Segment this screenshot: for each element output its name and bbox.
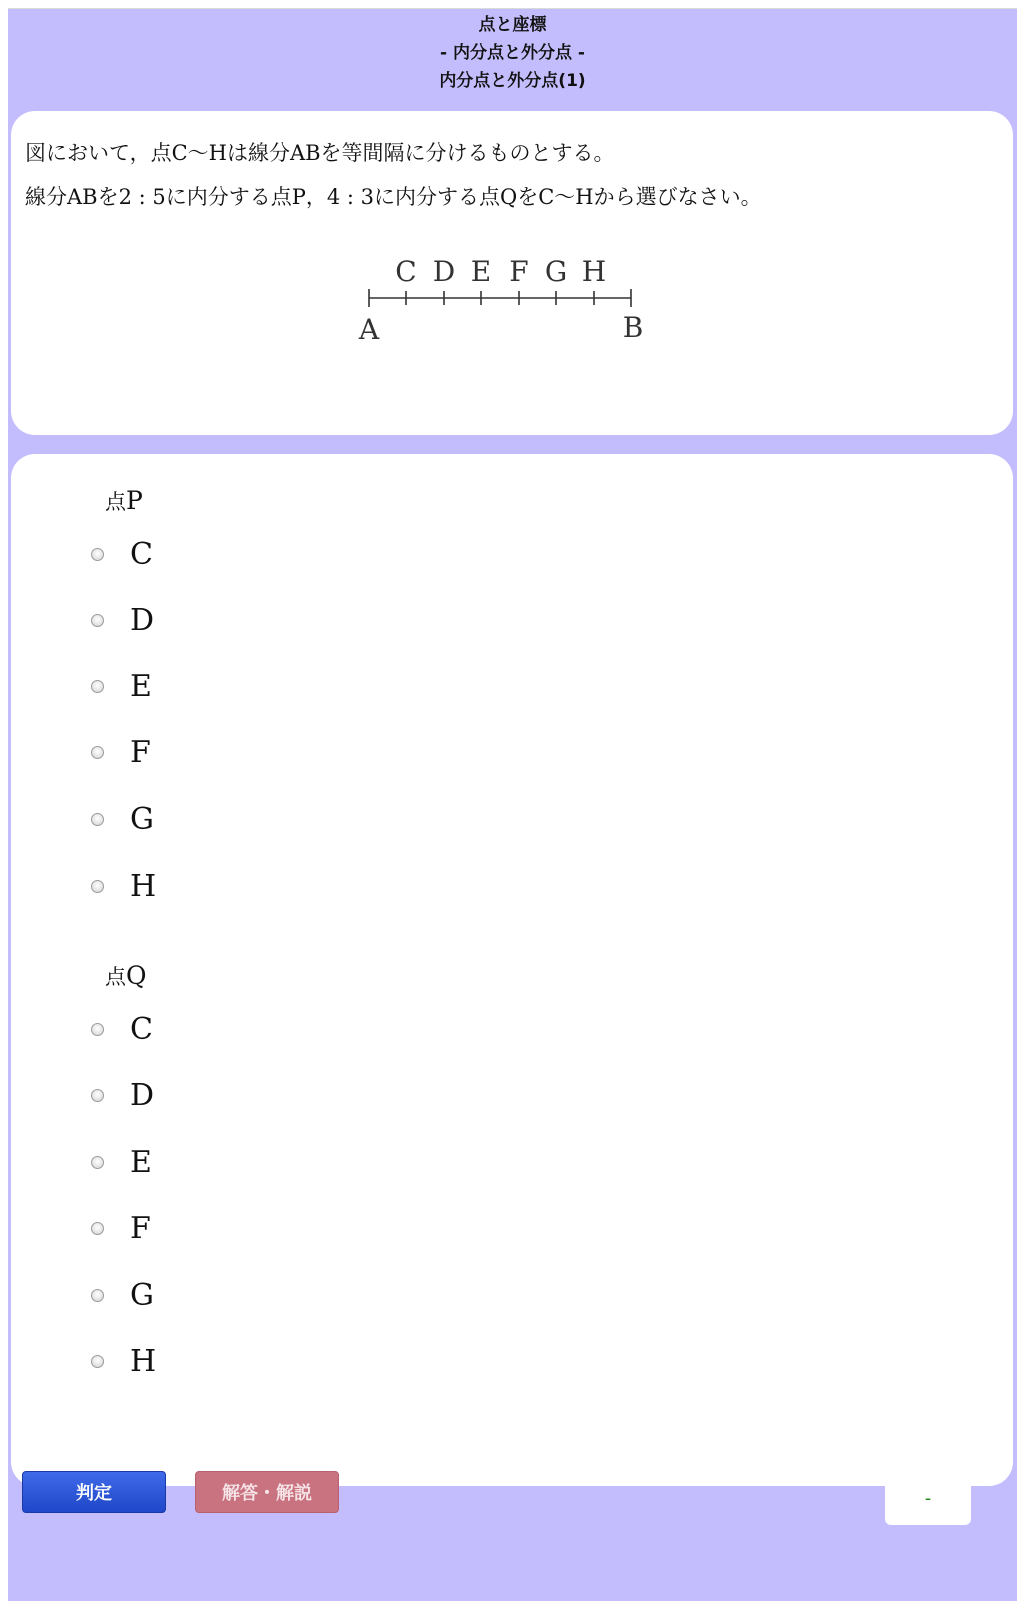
radio-p-d[interactable] bbox=[91, 614, 104, 627]
option-p-e[interactable] bbox=[91, 666, 152, 706]
point-label-h: H bbox=[581, 255, 607, 288]
answer-explanation-button[interactable]: 解答・解説 bbox=[195, 1471, 339, 1513]
point-label-a: A bbox=[358, 313, 380, 346]
option-label: C bbox=[130, 536, 153, 572]
radio-p-g[interactable] bbox=[91, 813, 104, 826]
radio-p-f[interactable] bbox=[91, 746, 104, 759]
point-label-b: B bbox=[622, 311, 644, 344]
radio-p-h[interactable] bbox=[91, 880, 104, 893]
option-q-e[interactable] bbox=[91, 1142, 152, 1182]
option-label: E bbox=[130, 668, 152, 704]
option-label: D bbox=[130, 602, 155, 638]
option-q-h[interactable] bbox=[91, 1341, 156, 1381]
radio-p-e[interactable] bbox=[91, 680, 104, 693]
answer-card bbox=[11, 454, 1013, 1486]
radio-p-c[interactable] bbox=[91, 548, 104, 561]
question-text bbox=[25, 131, 762, 219]
option-label: H bbox=[130, 1343, 157, 1379]
option-q-f[interactable] bbox=[91, 1208, 151, 1248]
option-label: G bbox=[130, 1277, 154, 1313]
point-label-g: G bbox=[544, 255, 568, 288]
option-p-f[interactable] bbox=[91, 732, 151, 772]
option-label: E bbox=[130, 1144, 152, 1180]
question-line-1: 図において，点C～Hは線分ABを等間隔に分けるものとする。 bbox=[25, 141, 615, 165]
group-label-p bbox=[105, 486, 143, 516]
option-label: D bbox=[130, 1077, 155, 1113]
question-card bbox=[11, 111, 1013, 435]
radio-q-c[interactable] bbox=[91, 1023, 104, 1036]
group-label-q-kanji: 点 bbox=[105, 965, 126, 989]
option-q-g[interactable] bbox=[91, 1275, 154, 1315]
option-label: F bbox=[130, 734, 151, 770]
option-label: G bbox=[130, 801, 154, 837]
radio-q-e[interactable] bbox=[91, 1156, 104, 1169]
group-label-q-letter: Q bbox=[126, 961, 147, 990]
page-header bbox=[8, 9, 1017, 95]
header-problem-title: 内分点と外分点(1) bbox=[439, 71, 586, 91]
point-label-e: E bbox=[470, 255, 492, 288]
radio-q-f[interactable] bbox=[91, 1222, 104, 1235]
option-p-c[interactable] bbox=[91, 534, 153, 574]
judge-button[interactable]: 判定 bbox=[22, 1471, 166, 1513]
header-title: 点と座標 bbox=[478, 15, 547, 35]
option-label: H bbox=[130, 868, 157, 904]
option-q-d[interactable] bbox=[91, 1075, 154, 1115]
page-frame bbox=[8, 8, 1017, 1601]
radio-q-h[interactable] bbox=[91, 1355, 104, 1368]
group-label-p-kanji: 点 bbox=[105, 490, 126, 514]
option-label: C bbox=[130, 1011, 153, 1047]
group-label-q bbox=[105, 961, 147, 991]
point-label-d: D bbox=[432, 255, 456, 288]
header-subtitle: - 内分点と外分点 - bbox=[440, 43, 585, 63]
point-label-f: F bbox=[509, 255, 529, 288]
result-display: - bbox=[885, 1471, 971, 1525]
option-label: F bbox=[130, 1210, 151, 1246]
radio-q-d[interactable] bbox=[91, 1089, 104, 1102]
point-label-c: C bbox=[395, 255, 417, 288]
option-q-c[interactable] bbox=[91, 1009, 153, 1049]
question-line-2: 線分ABを2 : 5に内分する点P，4 : 3に内分する点QをC～Hから選びなさい。 bbox=[25, 185, 762, 209]
option-p-h[interactable] bbox=[91, 866, 156, 906]
option-p-g[interactable] bbox=[91, 799, 154, 839]
group-label-p-letter: P bbox=[126, 486, 143, 515]
line-segment-figure bbox=[351, 251, 671, 361]
radio-q-g[interactable] bbox=[91, 1289, 104, 1302]
option-p-d[interactable] bbox=[91, 600, 154, 640]
